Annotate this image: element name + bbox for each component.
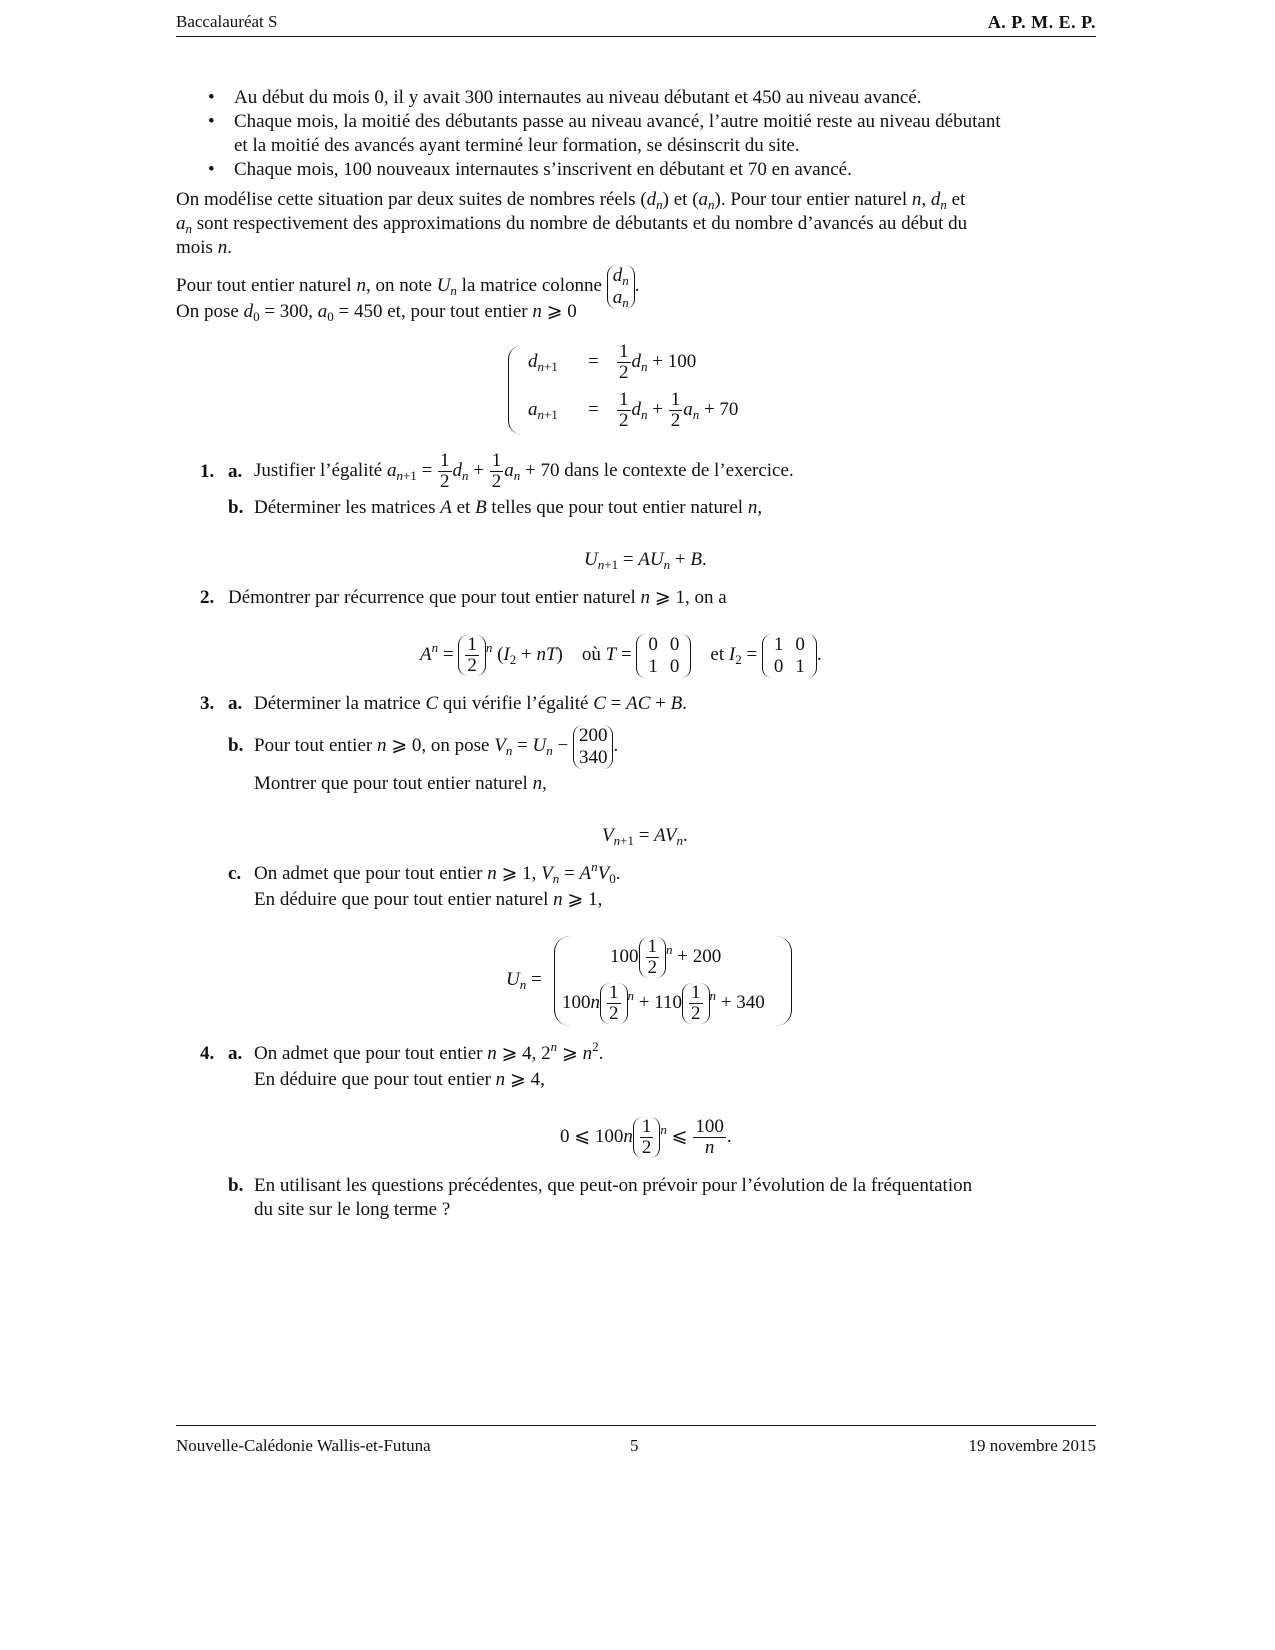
q2-formula: $A^n$ = $\frac{1}{2}$ $^n$ $(I_2 + nT)$ où T = 0 0 1 0 et $I_2 = 1$ 0 0 1.	[420, 633, 822, 677]
system-eq-1-sign: =	[588, 351, 599, 372]
q4a-label: a.	[228, 1043, 243, 1064]
q4a-line-2: En déduire que pour tout entier n ⩾ 4,	[254, 1069, 545, 1090]
intro-line-3: mois n.	[176, 237, 232, 258]
q4b-text: En utilisant les questions précédentes, que peut-on prévoir pour l’évolution de la fréquentation	[254, 1175, 973, 1196]
header-left: Baccalauréat S	[176, 12, 278, 31]
intro-line-1: On modélise cette situation par deux suites de nombres réels $(d_n)$ et $(a_n)$. Pour tour entier naturel n, $d_n$ et	[176, 189, 966, 212]
q1a-text: Justifier l’égalité $a_{n+1}$ = $\frac{1}{2}$ $d_n$ + $\frac{1}{2}$ $a_n + 70$ dans le contexte de l’exercice.	[254, 450, 794, 493]
bullet-2-cont: et la moitié des avancés ayant terminé leur formation, se désinscrit du site.	[234, 135, 800, 156]
q2-text: Démontrer par récurrence que pour tout entier naturel n ⩾ 1, on a	[228, 587, 727, 608]
q1-number: 1.	[200, 461, 215, 482]
system-brace	[508, 346, 521, 434]
document-page	[176, 0, 1096, 1650]
bullet-1: • Au début du mois 0, il y avait 300 internautes au niveau débutant et 450 au niveau avancé.	[234, 86, 922, 110]
q4a-inequality: 0 ⩽ 100n $\frac{1}{2}$ $^n$ ⩽ $\frac{100}{n}$ .	[560, 1116, 732, 1159]
un-row-2: 100n $\frac{1}{2}$ $^n$ + 110 $\frac{1}{2}$ $^n$ + 340	[562, 982, 765, 1025]
footer-left: Nouvelle-Calédonie Wallis-et-Futuna	[176, 1436, 431, 1455]
intro-line-5: On pose $d_0 = 300$, $a_0 = 450$ et, pour tout entier n ⩾ 0	[176, 301, 577, 324]
system-eq-1-rhs: $\frac{1}{2}$ $d_n + 100$	[619, 341, 697, 384]
intro-line-4: Pour tout entier naturel n, on note $U_n$ la matrice colonne $d_n$ $a_n$.	[176, 264, 640, 310]
q3a-label: a.	[228, 693, 243, 714]
page-number: 5	[630, 1436, 639, 1455]
q3b-label: b.	[228, 735, 244, 756]
q3c-line-2: En déduire que pour tout entier naturel n ⩾ 1,	[254, 889, 603, 910]
intro-line-2: $a_n$ sont respectivement des approximations du nombre de débutants et du nombre d’avancés au début du	[176, 213, 968, 236]
header-right: A. P. M. E. P.	[987, 12, 1096, 32]
bullet-3: • Chaque mois, 100 nouveaux internautes s’inscrivent en débutant et 70 en avancé.	[234, 158, 852, 182]
page-header	[176, 12, 1096, 37]
bullet-2: • Chaque mois, la moitié des débutants passe au niveau avancé, l’autre moitié reste au niveau débutant	[234, 110, 1001, 134]
q1b-text: Déterminer les matrices A et B telles que pour tout entier naturel n,	[254, 497, 763, 518]
q4a-text: On admet que pour tout entier n ⩾ 4, 2$^n$ ⩾ $n^2$.	[254, 1039, 604, 1064]
q3a-text: Déterminer la matrice C qui vérifie l’égalité C = AC + B.	[254, 693, 687, 714]
system-eq-2: $a_{n+1}$	[528, 399, 558, 422]
un-row-1: 100 $\frac{1}{2}$ $^n$ + 200	[610, 936, 722, 979]
q4-number: 4.	[200, 1043, 215, 1064]
q3c-text: On admet que pour tout entier n ⩾ 1, $V_n = A^nV_0$.	[254, 859, 621, 886]
q3b-text: Pour tout entier n ⩾ 0, on pose $V_n = U_n - 200$ 340.	[254, 724, 619, 768]
q3b-equation: $V_{n+1} = AV_n$.	[602, 825, 688, 848]
q3b-line-2: Montrer que pour tout entier naturel n,	[254, 773, 547, 794]
q3c-label: c.	[228, 863, 242, 884]
system-eq-2-sign: =	[588, 399, 599, 420]
q4b-line-2: du site sur le long terme ?	[254, 1199, 451, 1220]
page-footer	[176, 1425, 1096, 1455]
q2-number: 2.	[200, 587, 215, 608]
system-eq-2-rhs: $\frac{1}{2}$ $d_n$ + $\frac{1}{2}$ $a_n + 70$	[619, 389, 739, 432]
system-eq-1: $d_{n+1}$	[528, 351, 558, 374]
footer-date: 19 novembre 2015	[968, 1436, 1096, 1455]
q1b-equation: $U_{n+1} = AU_n + B$.	[584, 549, 707, 572]
q1b-label: b.	[228, 497, 244, 518]
un-lhs: $U_n$ =	[506, 969, 542, 992]
q4b-label: b.	[228, 1175, 244, 1196]
q3-number: 3.	[200, 693, 215, 714]
q1a-label: a.	[228, 461, 243, 482]
